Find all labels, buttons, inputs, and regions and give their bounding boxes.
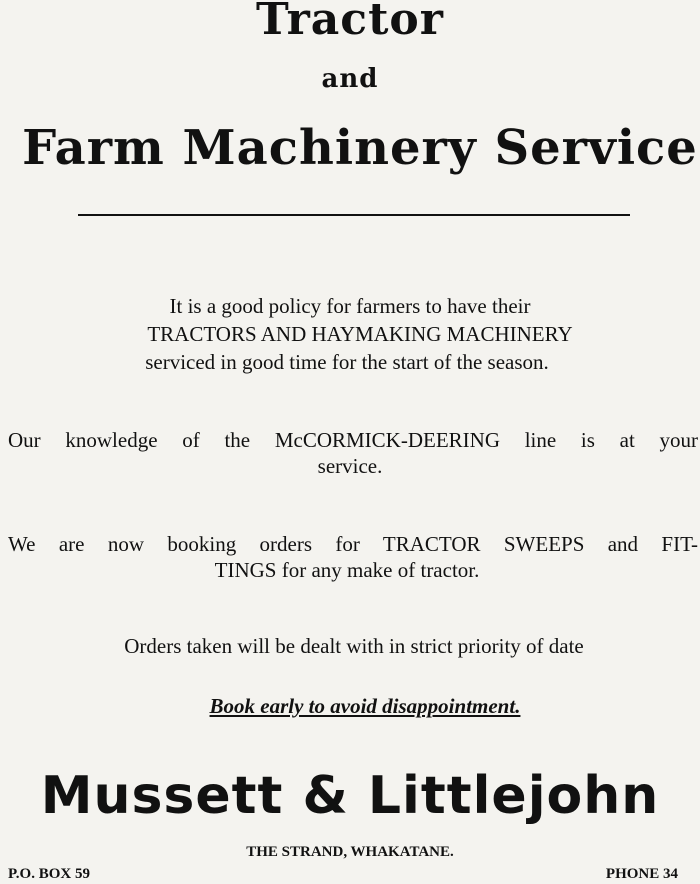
knowledge-line-2: service. <box>317 454 383 478</box>
booking-line-1: We are now booking orders for TRACTOR SWEEPS and FIT- <box>8 532 698 556</box>
headline-tractor: Tractor <box>256 0 444 45</box>
phone-number: PHONE 34 <box>605 866 678 882</box>
divider-rule <box>78 214 630 216</box>
headline-farm-machinery-service: Farm Machinery Service <box>22 120 698 176</box>
intro-line-3: serviced in good time for the start of the season. <box>145 350 549 374</box>
merchant-name: Mussett & Littlejohn <box>40 766 660 826</box>
book-early-notice: Book early to avoid disappointment. <box>209 694 521 718</box>
orders-notice: Orders taken will be dealt with in strict priority of date <box>124 634 584 658</box>
po-box: P.O. BOX 59 <box>8 866 90 882</box>
headline-and: and <box>321 64 379 94</box>
merchant-address: THE STRAND, WHAKATANE. <box>246 844 454 860</box>
intro-line-2: TRACTORS AND HAYMAKING MACHINERY <box>147 322 573 346</box>
knowledge-line-1: Our knowledge of the McCORMICK-DEERING line is at your <box>8 428 698 452</box>
booking-line-2: TINGS for any make of tractor. <box>214 558 480 582</box>
intro-line-1: It is a good policy for farmers to have their <box>169 294 531 318</box>
